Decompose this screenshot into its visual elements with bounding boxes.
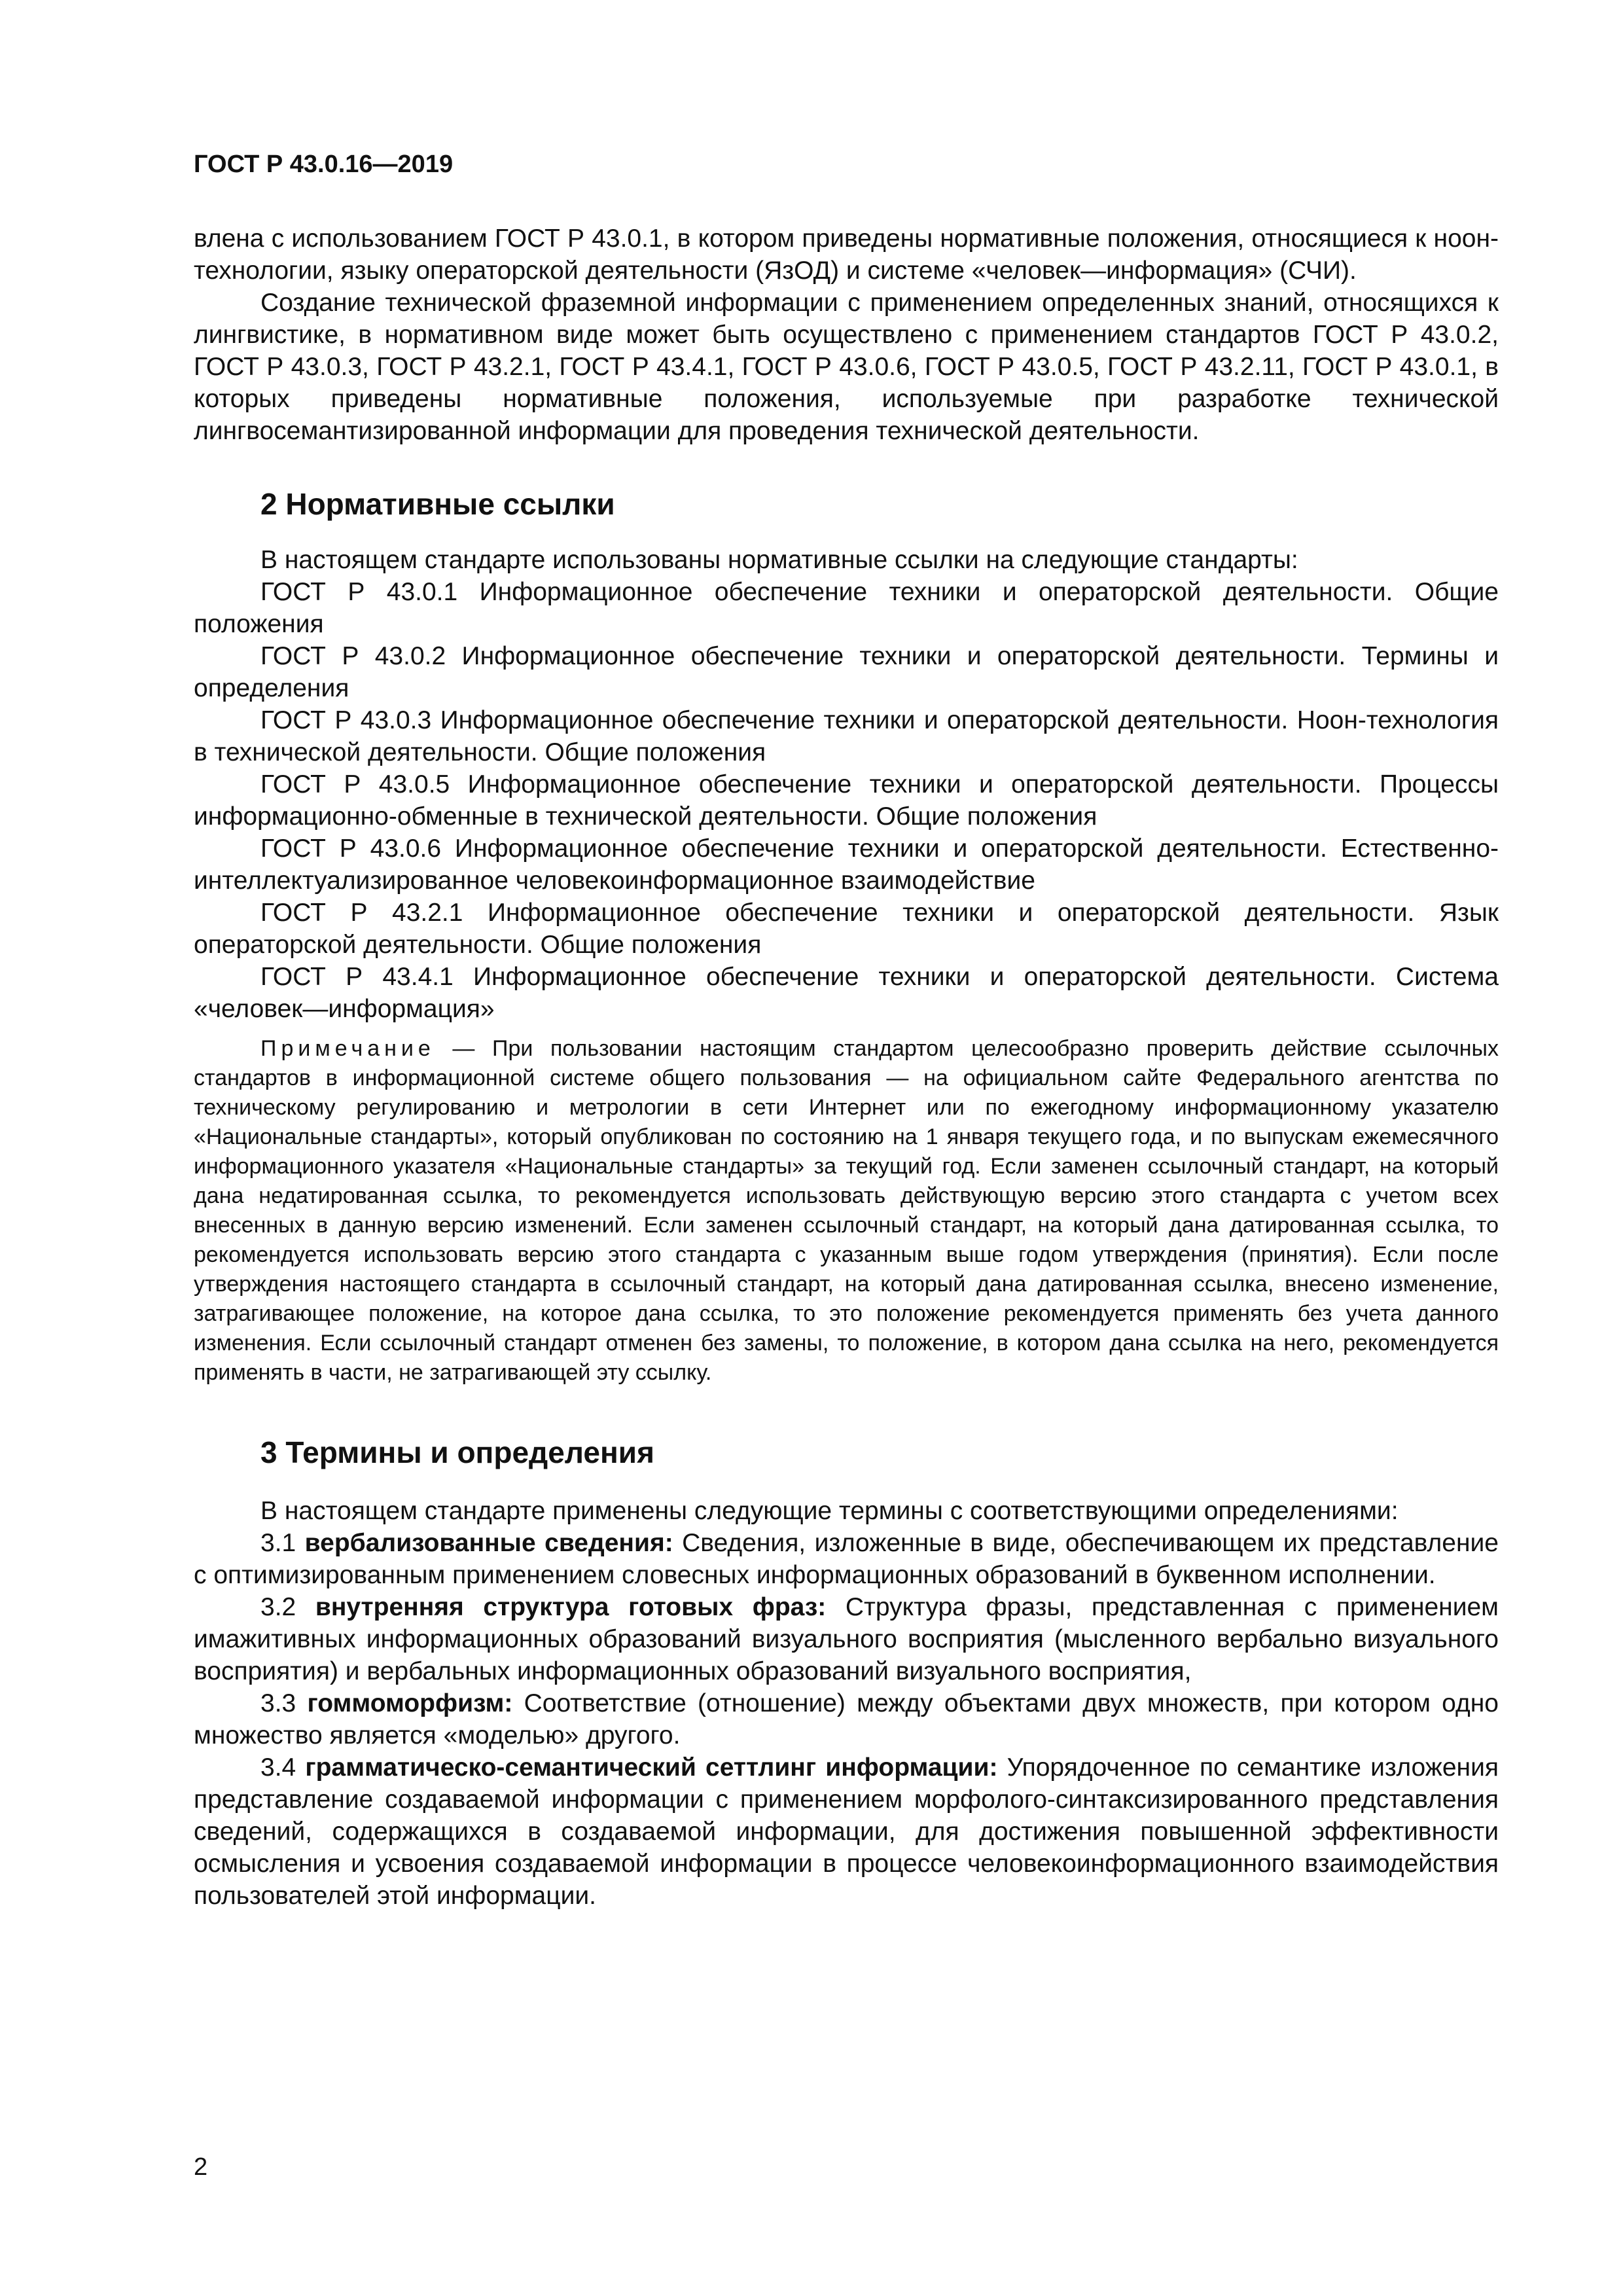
section-2-intro: В настоящем стандарте использованы нормативные ссылки на следующие стандарты:	[260, 546, 1298, 574]
reference-note	[194, 1034, 1499, 1388]
term-definition	[194, 1687, 1499, 1751]
page-number: 2	[194, 2153, 208, 2181]
normative-reference: ГОСТ Р 43.0.3 Информационное обеспечение техники и операторской деятельности. Ноон-технология в технической деятельности. Общие положения	[194, 706, 1499, 766]
intro-paragraph: влена с использованием ГОСТ Р 43.0.1, в котором приведены нормативные положения, относящиеся к ноон-технологии, языку операторской деятельности (ЯзОД) и системе «человек—информация» (СЧИ).	[194, 224, 1499, 285]
term-name: вербализованные сведения:	[304, 1529, 673, 1557]
normative-reference: ГОСТ Р 43.0.2 Информационное обеспечение техники и операторской деятельности. Термины и определения	[194, 642, 1499, 702]
term-name: гоммоморфизм:	[307, 1689, 513, 1717]
term-text: Структура фразы, представленная с применением имажитивных информационных образований визуального восприятия (мысленного вербально визуального восприятия) и вербальных информационных образований визуального восприятия,	[194, 1593, 1499, 1685]
term-number: 3.3	[260, 1689, 308, 1717]
note-text: — При пользовании настоящим стандартом целесообразно проверить действие ссылочных стандартов в информационной системе общего пользования — на официальном сайте Федерального агентства по техническому регулированию и метрологии в сети Интернет или по ежегодному информационному указателю «Национальные стандарты», который опубликован по состоянию на 1 января текущего года, и по выпускам ежемесячного информационного указателя «Национальные стандарты» за текущий год. Если заменен ссылочный стандарт, на который дана недатированная ссылка, то рекомендуется использовать действующую версию этого стандарта с учетом всех внесенных в данную версию изменений. Если заменен ссылочный стандарт, на который дана датированная ссылка, то рекомендуется использовать версию этого стандарта с указанным выше годом утверждения (принятия). Если после утверждения настоящего стандарта в ссылочный стандарт, на который дана датированная ссылка, внесено изменение, затрагивающее положение, на которое дана ссылка, то это положение рекомендуется применять без учета данного изменения. Если ссылочный стандарт отменен без замены, то положение, в котором дана ссылка на него, рекомендуется применять в части, не затрагивающей эту ссылку.	[194, 1036, 1499, 1385]
note-label: Примечание	[260, 1036, 435, 1061]
document-code: ГОСТ Р 43.0.16—2019	[194, 151, 454, 178]
normative-reference: ГОСТ Р 43.0.5 Информационное обеспечение техники и операторской деятельности. Процессы информационно-обменные в технической деятельности. Общие положения	[194, 770, 1499, 831]
section-2-heading: 2 Нормативные ссылки	[260, 487, 615, 521]
term-number: 3.2	[260, 1593, 315, 1621]
normative-reference: ГОСТ Р 43.2.1 Информационное обеспечение техники и операторской деятельности. Язык операторской деятельности. Общие положения	[194, 899, 1499, 959]
term-definition	[194, 1751, 1499, 1912]
term-text: Сведения, изложенные в виде, обеспечивающем их представление с оптимизированным применением словесных информационных образований в буквенном исполнении.	[194, 1529, 1499, 1589]
section-3-intro: В настоящем стандарте применены следующие термины с соответствующими определениями:	[260, 1497, 1399, 1525]
term-text: Соответствие (отношение) между объектами двух множеств, при котором одно множество является «моделью» другого.	[194, 1689, 1499, 1749]
intro-paragraph: Создание технической фраземной информации с применением определенных знаний, относящихся к лингвистике, в нормативном виде может быть осуществлено с применением стандартов ГОСТ Р 43.0.2, ГОСТ Р 43.0.3, ГОСТ Р 43.2.1, ГОСТ Р 43.4.1, ГОСТ Р 43.0.6, ГОСТ Р 43.0.5, ГОСТ Р 43.2.11, ГОСТ Р 43.0.1, в которых приведены нормативные положения, используемые при разработке технической лингвосемантизированной информации для проведения технической деятельности.	[194, 289, 1499, 445]
normative-reference: ГОСТ Р 43.4.1 Информационное обеспечение техники и операторской деятельности. Система «человек—информация»	[194, 963, 1499, 1023]
term-number: 3.1	[260, 1529, 305, 1557]
page-content	[194, 223, 1499, 1912]
term-name: внутренняя структура готовых фраз:	[315, 1593, 827, 1621]
normative-reference: ГОСТ Р 43.0.6 Информационное обеспечение техники и операторской деятельности. Естественно-интеллектуализированное человекоинформационное взаимодействие	[194, 834, 1499, 895]
term-definition	[194, 1591, 1499, 1687]
term-text: Упорядоченное по семантике изложения представление создаваемой информации с применением морфолого-синтаксизированного представления сведений, содержащихся в создаваемой информации, для достижения повышенной эффективности осмысления и усвоения создаваемой информации в процессе человекоинформационного взаимодействия пользователей этой информации.	[194, 1753, 1499, 1910]
term-number: 3.4	[260, 1753, 306, 1782]
term-name: грамматическо-семантический сеттлинг информации:	[305, 1753, 998, 1782]
section-3-heading: 3 Термины и определения	[260, 1435, 654, 1469]
term-definition	[194, 1527, 1499, 1591]
normative-reference: ГОСТ Р 43.0.1 Информационное обеспечение техники и операторской деятельности. Общие положения	[194, 578, 1499, 638]
